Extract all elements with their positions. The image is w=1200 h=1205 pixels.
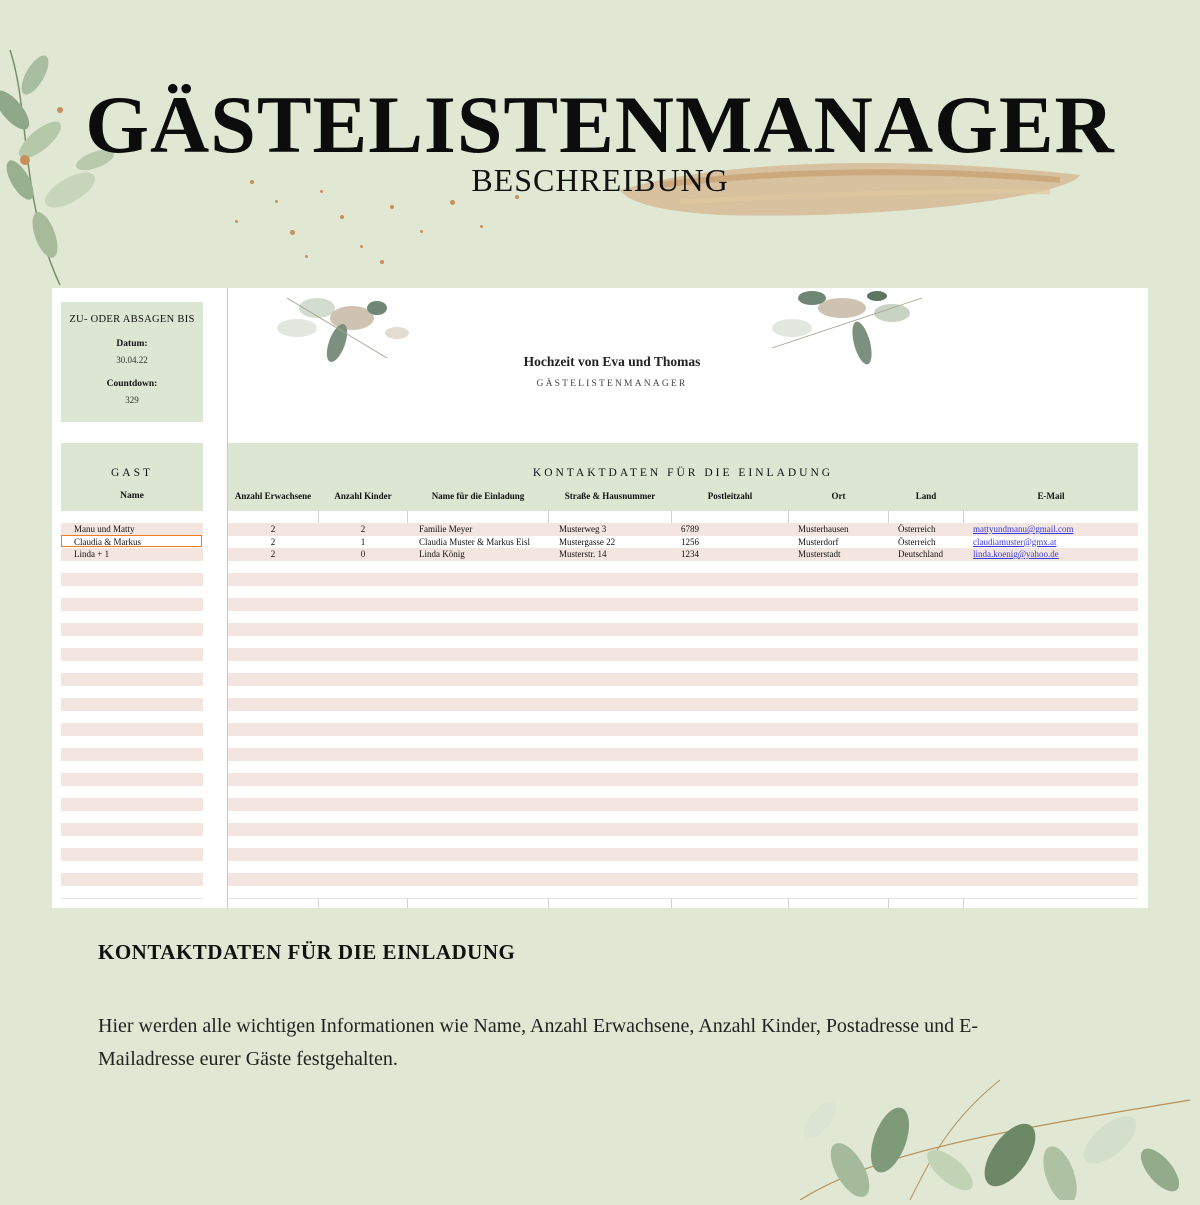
deadline-title: ZU- ODER ABSAGEN BIS xyxy=(69,314,195,325)
column-header-adults: Anzahl Erwachsene xyxy=(234,491,312,501)
table-row[interactable] xyxy=(228,648,1138,662)
table-row[interactable] xyxy=(228,573,1138,587)
table-row[interactable] xyxy=(228,786,1138,800)
table-row[interactable] xyxy=(228,561,1138,575)
kids-cell[interactable]: 0 xyxy=(360,549,366,559)
column-header-zip: Postleitzahl xyxy=(707,491,753,501)
leaf-decoration-bottom-right xyxy=(760,1060,1200,1200)
email-link[interactable]: linda.koenig@yahoo.de xyxy=(973,549,1059,559)
leaf-icon xyxy=(760,1060,1200,1200)
email-link[interactable]: claudiamuster@gmx.at xyxy=(973,536,1057,547)
table-row[interactable] xyxy=(61,636,203,650)
country-cell[interactable]: Österreich xyxy=(898,536,936,547)
table-row[interactable] xyxy=(228,811,1138,825)
guest-section-label: GAST xyxy=(110,467,154,479)
date-value[interactable]: 30.04.22 xyxy=(116,355,148,365)
table-row[interactable] xyxy=(228,723,1138,737)
table-row[interactable] xyxy=(228,886,1138,900)
table-row[interactable] xyxy=(228,761,1138,775)
table-row[interactable] xyxy=(61,623,203,637)
table-row[interactable] xyxy=(61,611,203,625)
table-row[interactable] xyxy=(228,836,1138,850)
table-row[interactable] xyxy=(61,786,203,800)
table-row[interactable] xyxy=(61,823,203,837)
table-row[interactable] xyxy=(228,773,1138,787)
adults-cell[interactable]: 2 xyxy=(270,549,276,559)
zip-cell[interactable]: 1256 xyxy=(681,536,699,547)
table-row[interactable] xyxy=(228,686,1138,700)
street-cell[interactable]: Musterstr. 14 xyxy=(559,549,607,559)
table-row[interactable] xyxy=(61,686,203,700)
table-row[interactable] xyxy=(228,823,1138,837)
adults-cell[interactable]: 2 xyxy=(270,524,276,534)
deadline-box xyxy=(61,302,203,422)
contact-section-label: KONTAKTDATEN FÜR DIE EINLADUNG xyxy=(532,467,834,479)
table-row[interactable] xyxy=(61,736,203,750)
column-header-country: Land xyxy=(915,491,937,501)
invite-name-cell[interactable]: Familie Meyer xyxy=(419,524,473,534)
kids-cell[interactable]: 2 xyxy=(360,524,366,534)
table-row[interactable] xyxy=(61,836,203,850)
table-row[interactable] xyxy=(228,661,1138,675)
table-row[interactable] xyxy=(61,586,203,600)
table-row[interactable] xyxy=(228,623,1138,637)
country-cell[interactable]: Deutschland xyxy=(898,549,943,559)
table-row[interactable] xyxy=(228,611,1138,625)
table-row[interactable] xyxy=(61,573,203,587)
table-row[interactable] xyxy=(228,586,1138,600)
zip-cell[interactable]: 6789 xyxy=(681,524,699,534)
city-cell[interactable]: Musterdorf xyxy=(798,536,839,547)
kids-cell[interactable]: 1 xyxy=(360,536,366,547)
description-body: Hier werden alle wichtigen Informationen wie Name, Anzahl Erwachsene, Anzahl Kinder, Postadresse und E-Mailadresse eurer Gäste festgehalten. xyxy=(98,1015,979,1070)
event-subtitle: GÄSTELISTENMANAGER xyxy=(536,379,688,389)
table-row[interactable] xyxy=(61,873,203,887)
email-link[interactable]: mattyundmanu@gmail.com xyxy=(973,524,1074,534)
table-row[interactable] xyxy=(228,711,1138,725)
date-label: Datum: xyxy=(116,339,148,349)
table-row[interactable] xyxy=(61,773,203,787)
floral-decoration-left xyxy=(257,288,417,378)
table-row[interactable] xyxy=(61,798,203,812)
selected-cell-outline xyxy=(61,535,202,547)
table-row[interactable] xyxy=(61,598,203,612)
guest-name-cell[interactable]: Manu und Matty xyxy=(74,524,135,534)
column-header-street: Straße & Hausnummer xyxy=(564,491,656,501)
table-row[interactable] xyxy=(61,861,203,875)
guest-name-cell[interactable]: Linda + 1 xyxy=(74,549,110,559)
table-row[interactable] xyxy=(228,698,1138,712)
table-row[interactable] xyxy=(61,561,203,575)
page-subtitle: BESCHREIBUNG xyxy=(471,162,729,198)
table-row[interactable] xyxy=(61,661,203,675)
table-row[interactable] xyxy=(228,736,1138,750)
page-title: GÄSTELISTENMANAGER xyxy=(85,79,1115,170)
table-row[interactable] xyxy=(61,698,203,712)
table-row[interactable] xyxy=(61,723,203,737)
column-header-city: Ort xyxy=(831,491,846,501)
table-row[interactable] xyxy=(228,748,1138,762)
countdown-value: 329 xyxy=(125,395,139,405)
table-row[interactable] xyxy=(228,598,1138,612)
column-header-name: Name xyxy=(120,491,144,501)
table-row[interactable] xyxy=(61,811,203,825)
contact-section-header xyxy=(228,443,1138,511)
table-row[interactable] xyxy=(61,748,203,762)
table-row[interactable] xyxy=(228,861,1138,875)
adults-cell[interactable]: 2 xyxy=(270,536,276,547)
guest-section-header xyxy=(61,443,203,511)
description-heading: KONTAKTDATEN FÜR DIE EINLADUNG xyxy=(98,940,516,964)
table-row[interactable] xyxy=(61,711,203,725)
table-row[interactable] xyxy=(228,636,1138,650)
city-cell[interactable]: Musterstadt xyxy=(798,549,841,559)
invite-name-cell[interactable]: Claudia Muster & Markus Eisl xyxy=(419,536,530,547)
country-cell[interactable]: Österreich xyxy=(898,524,936,534)
city-cell[interactable]: Musterhausen xyxy=(798,524,849,534)
zip-cell[interactable]: 1234 xyxy=(681,549,699,559)
event-title: Hochzeit von Eva und Thomas xyxy=(523,354,701,369)
table-row[interactable] xyxy=(228,798,1138,812)
table-row[interactable] xyxy=(228,873,1138,887)
street-cell[interactable]: Musterweg 3 xyxy=(559,524,607,534)
column-header-kids: Anzahl Kinder xyxy=(334,491,392,501)
spreadsheet-preview xyxy=(52,288,1148,908)
column-header-invite-name: Name für die Einladung xyxy=(431,491,525,501)
table-row[interactable] xyxy=(61,673,203,687)
street-cell[interactable]: Mustergasse 22 xyxy=(559,536,616,547)
countdown-label: Countdown: xyxy=(106,379,158,389)
table-row[interactable] xyxy=(61,761,203,775)
column-header-email: E-Mail xyxy=(1037,491,1065,501)
table-row[interactable] xyxy=(61,848,203,862)
table-row[interactable] xyxy=(61,648,203,662)
table-row[interactable] xyxy=(228,848,1138,862)
table-row[interactable] xyxy=(228,673,1138,687)
guest-name-cell[interactable]: Claudia & Markus xyxy=(74,536,141,547)
table-row[interactable] xyxy=(61,886,203,900)
invite-name-cell[interactable]: Linda König xyxy=(419,549,465,559)
